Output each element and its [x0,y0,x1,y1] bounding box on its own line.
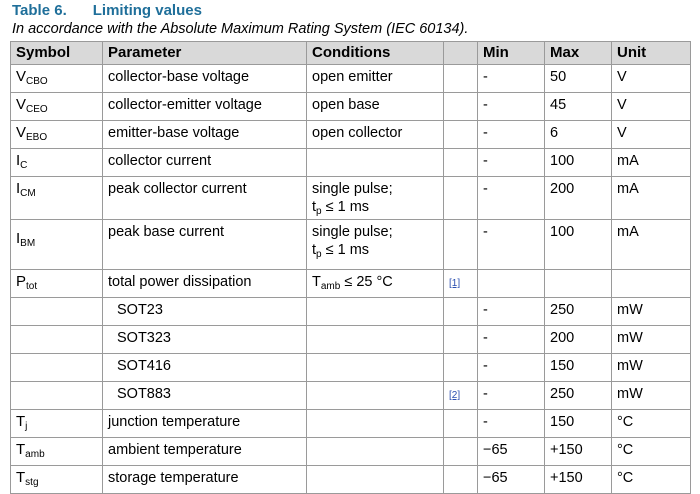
table-subtitle: In accordance with the Absolute Maximum Rating System (IEC 60134). [12,21,469,37]
min-cell: - [478,354,545,382]
parameter-cell: junction temperature [103,410,307,438]
table-row [11,410,691,438]
symbol-cell [11,354,103,382]
parameter-cell: storage temperature [103,466,307,494]
condition-line [312,198,443,216]
symbol-sub: j [25,421,28,432]
symbol-main: I [16,180,21,197]
symbol-sub: CEO [26,104,48,115]
table-row [11,466,691,494]
unit-cell: mW [612,382,691,410]
table-title [12,2,468,20]
symbol-sub: EBO [26,132,48,143]
condition-sub: amb [320,281,341,292]
parameter-cell: peak collector current [103,177,307,220]
symbol-sub: stg [25,477,39,488]
unit-cell: mA [612,149,691,177]
condition-line: single pulse; [312,181,393,197]
parameter-cell: collector current [103,149,307,177]
parameter-cell: ambient temperature [103,438,307,466]
footnote-ref-link[interactable]: [2] [449,390,461,401]
unit-cell: mW [612,326,691,354]
max-cell [545,270,612,298]
unit-cell: V [612,121,691,149]
symbol-main: V [16,124,27,141]
table-title-text: Limiting values [92,2,202,19]
symbol-main: T [16,413,26,430]
min-cell: - [478,410,545,438]
unit-cell [612,270,691,298]
symbol-main: V [16,68,27,85]
unit-cell: °C [612,466,691,494]
ref-cell [444,298,478,326]
unit-cell: V [612,65,691,93]
table-row [11,298,691,326]
symbol-sub: amb [25,449,45,460]
conditions-cell [307,354,444,382]
condition-rest: ≤ 1 ms [321,199,370,215]
symbol-cell [11,93,103,121]
condition-line [312,241,443,259]
symbol-cell [11,65,103,93]
header-max: Max [545,42,612,65]
table-row [11,382,691,410]
conditions-cell [307,149,444,177]
conditions-cell: open base [307,93,444,121]
parameter-cell: total power dissipation [103,270,307,298]
header-conditions: Conditions [307,42,444,65]
conditions-cell [307,177,444,220]
condition-rest: ≤ 25 °C [340,274,393,290]
parameter-cell: emitter-base voltage [103,121,307,149]
min-cell: - [478,149,545,177]
max-cell: 250 [545,298,612,326]
symbol-sub: CBO [26,76,48,87]
condition-sub: p [316,206,322,217]
table-row [11,121,691,149]
unit-cell: °C [612,410,691,438]
limiting-values-table [10,41,691,494]
condition-line: single pulse; [312,224,393,240]
symbol-main: P [16,273,27,290]
unit-cell: V [612,93,691,121]
ref-cell [444,410,478,438]
max-cell: 200 [545,326,612,354]
table-label: Table 6. [12,2,67,19]
symbol-main: I [16,230,21,247]
parameter-cell: SOT416 [103,354,307,382]
table-header-row [11,42,691,65]
ref-cell [444,466,478,494]
symbol-sub: C [20,160,28,171]
max-cell: 100 [545,149,612,177]
header-parameter: Parameter [103,42,307,65]
min-cell: −65 [478,466,545,494]
conditions-cell: open collector [307,121,444,149]
symbol-cell [11,326,103,354]
condition-sym: T [312,274,321,290]
conditions-cell [307,466,444,494]
ref-cell [444,93,478,121]
min-cell: - [478,65,545,93]
symbol-cell [11,382,103,410]
condition-sym: t [312,199,317,215]
header-ref [444,42,478,65]
conditions-cell [307,270,444,298]
table-row [11,270,691,298]
table-caption [12,2,468,38]
symbol-sub: BM [20,238,36,249]
condition-rest: ≤ 1 ms [321,242,370,258]
min-cell: - [478,382,545,410]
max-cell: 50 [545,65,612,93]
table-row [11,93,691,121]
table-row [11,65,691,93]
symbol-cell [11,149,103,177]
unit-cell: mA [612,220,691,270]
table-row [11,220,691,270]
min-cell: - [478,326,545,354]
parameter-cell: SOT883 [103,382,307,410]
ref-cell [444,382,478,410]
symbol-sub: CM [20,188,36,199]
max-cell: 150 [545,354,612,382]
max-cell: 6 [545,121,612,149]
max-cell: +150 [545,466,612,494]
footnote-ref-link[interactable]: [1] [449,278,461,289]
table-row [11,177,691,220]
table-row [11,354,691,382]
ref-cell [444,354,478,382]
symbol-main: I [16,152,21,169]
symbol-cell [11,298,103,326]
ref-cell [444,121,478,149]
conditions-cell [307,298,444,326]
symbol-cell [11,270,103,298]
unit-cell: mW [612,298,691,326]
min-cell: −65 [478,438,545,466]
ref-cell [444,438,478,466]
conditions-cell [307,438,444,466]
table-row [11,149,691,177]
max-cell: +150 [545,438,612,466]
header-unit: Unit [612,42,691,65]
ref-cell [444,65,478,93]
max-cell: 45 [545,93,612,121]
ref-cell [444,326,478,354]
unit-cell: °C [612,438,691,466]
symbol-sub: tot [26,281,38,292]
symbol-cell [11,121,103,149]
condition-sub: p [316,249,322,260]
parameter-cell: collector-base voltage [103,65,307,93]
conditions-cell [307,220,444,270]
min-cell: - [478,121,545,149]
max-cell: 250 [545,382,612,410]
max-cell: 150 [545,410,612,438]
symbol-main: T [16,441,26,458]
conditions-cell [307,382,444,410]
unit-cell: mW [612,354,691,382]
ref-cell [444,220,478,270]
parameter-cell: peak base current [103,220,307,270]
symbol-main: V [16,96,27,113]
symbol-cell [11,438,103,466]
table-row [11,326,691,354]
header-min: Min [478,42,545,65]
header-symbol: Symbol [11,42,103,65]
parameter-cell: SOT23 [103,298,307,326]
parameter-cell: collector-emitter voltage [103,93,307,121]
ref-cell [444,270,478,298]
parameter-cell: SOT323 [103,326,307,354]
symbol-cell [11,220,103,270]
conditions-cell: open emitter [307,65,444,93]
max-cell: 200 [545,177,612,220]
min-cell: - [478,220,545,270]
ref-cell [444,149,478,177]
conditions-cell [307,410,444,438]
unit-cell: mA [612,177,691,220]
min-cell: - [478,177,545,220]
table-row [11,438,691,466]
symbol-cell [11,410,103,438]
min-cell [478,270,545,298]
min-cell: - [478,298,545,326]
symbol-main: T [16,469,26,486]
max-cell: 100 [545,220,612,270]
ref-cell [444,177,478,220]
conditions-cell [307,326,444,354]
condition-sym: t [312,242,317,258]
symbol-cell [11,466,103,494]
min-cell: - [478,93,545,121]
symbol-cell [11,177,103,220]
